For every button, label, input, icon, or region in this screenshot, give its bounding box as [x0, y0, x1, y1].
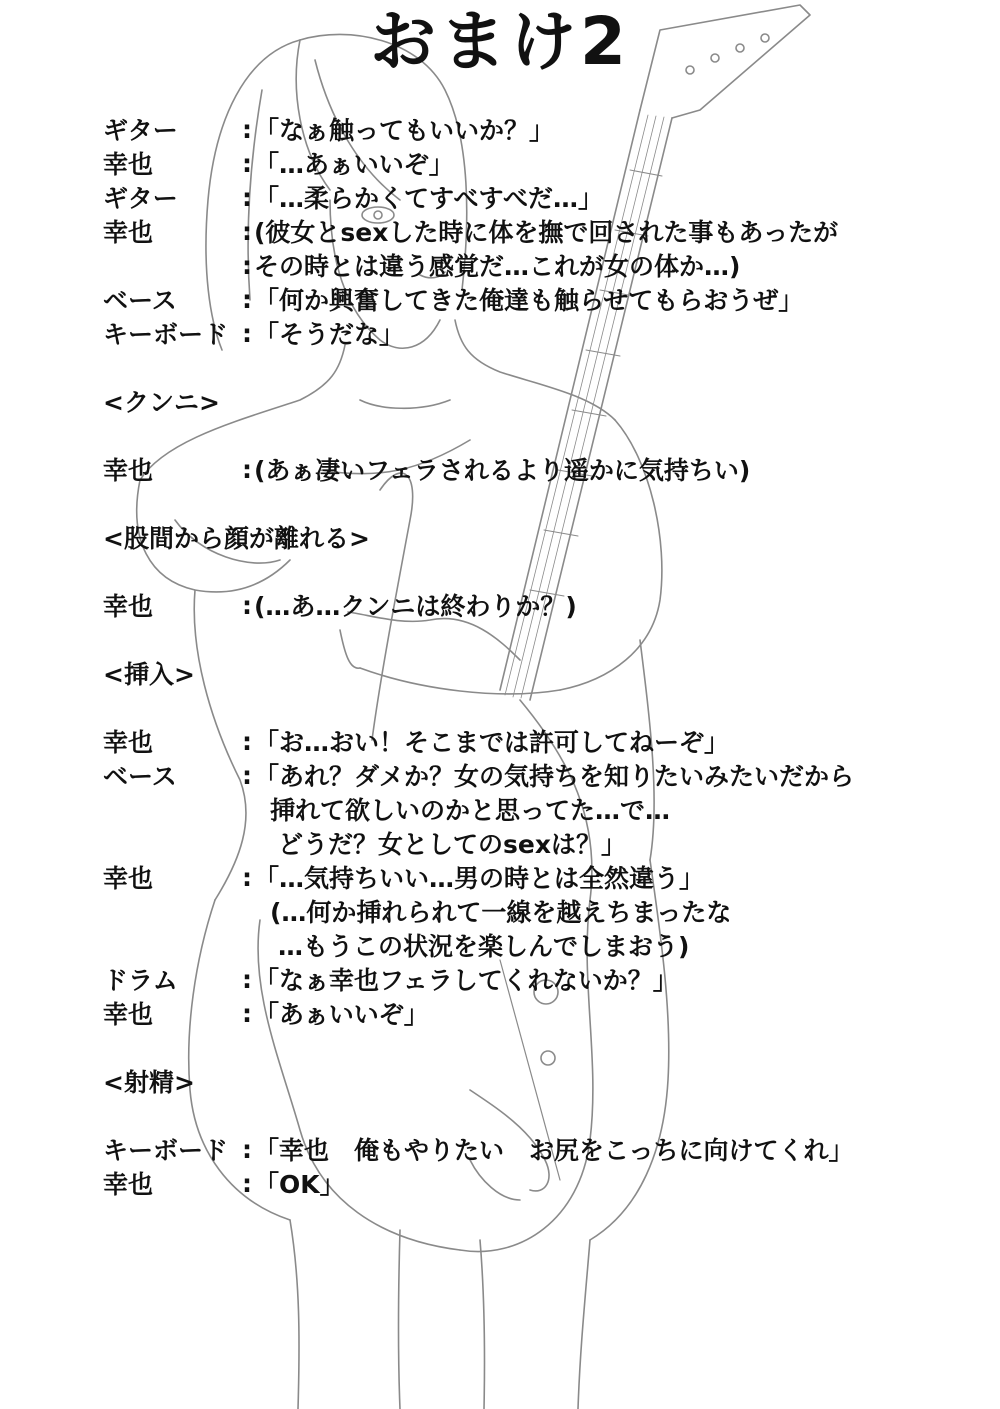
- dialogue-text: 挿れて欲しいのかと思ってた…で…: [270, 796, 671, 825]
- stage-direction-text: <股間から顔が離れる>: [103, 524, 370, 553]
- speaker-name: 幸也: [103, 456, 154, 485]
- speaker-name: 幸也: [103, 150, 154, 179]
- stage-direction-text: <クンニ>: [103, 388, 220, 417]
- dialogue-line: [103, 1132, 983, 1166]
- dialogue-line: [103, 928, 983, 962]
- speaker-name: 幸也: [103, 1000, 154, 1029]
- dialogue-line: [103, 214, 983, 248]
- dialogue-text: 「OK」: [254, 1170, 345, 1199]
- dialogue-line: [103, 180, 983, 214]
- dialogue-line: [103, 588, 983, 622]
- dialogue-text: 「…あぁいいぞ」: [254, 150, 454, 179]
- dialogue-line: [103, 758, 983, 792]
- speaker-separator: :: [242, 590, 252, 620]
- blank-line: [103, 622, 983, 656]
- dialogue-text: (…何か挿れられて一線を越えちまったな: [270, 898, 732, 927]
- dialogue-text: どうだ？女としてのsexは？」: [278, 830, 626, 859]
- speaker-separator: :: [242, 1134, 252, 1164]
- speaker-separator: :: [242, 148, 252, 178]
- dialogue-text: 「あぁいいぞ」: [254, 1000, 429, 1029]
- dialogue-line: [103, 860, 983, 894]
- stage-direction-text: <射精>: [103, 1068, 195, 1097]
- dialogue-text: 「あれ？ダメか？女の気持ちを知りたいみたいだから: [254, 762, 855, 791]
- stage-direction: [103, 1064, 983, 1098]
- speaker-separator: :: [242, 114, 252, 144]
- dialogue-line: [103, 282, 983, 316]
- blank-line: [103, 690, 983, 724]
- blank-line: [103, 1098, 983, 1132]
- dialogue-line: [103, 112, 983, 146]
- dialogue-text: 「幸也 俺もやりたい お尻をこっちに向けてくれ」: [254, 1136, 854, 1165]
- dialogue-line: [103, 826, 983, 860]
- speaker-separator: :: [242, 760, 252, 790]
- dialogue-text: その時とは違う感覚だ…これが女の体か…): [254, 252, 741, 281]
- speaker-name: 幸也: [103, 218, 154, 247]
- speaker-separator: :: [242, 318, 252, 348]
- speaker-name: キーボード: [103, 1136, 229, 1165]
- speaker-separator: :: [242, 284, 252, 314]
- dialogue-line: [103, 996, 983, 1030]
- speaker-name: 幸也: [103, 728, 154, 757]
- blank-line: [103, 486, 983, 520]
- dialogue-text: 「…気持ちいい…男の時とは全然違う」: [254, 864, 705, 893]
- speaker-name: ドラム: [103, 966, 178, 995]
- speaker-name: ギター: [103, 184, 178, 213]
- speaker-name: 幸也: [103, 1170, 154, 1199]
- dialogue-text: (彼女とsexした時に体を撫で回された事もあったが: [254, 218, 839, 247]
- dialogue-line: [103, 316, 983, 350]
- stage-direction: [103, 520, 983, 554]
- speaker-separator: :: [242, 250, 252, 280]
- speaker-name: ベース: [103, 286, 177, 315]
- speaker-name: 幸也: [103, 592, 154, 621]
- dialogue-text: …もうこの状況を楽しんでしまおう): [278, 932, 690, 961]
- dialogue-line: [103, 724, 983, 758]
- speaker-name: 幸也: [103, 864, 154, 893]
- dialogue-text: (…あ…クンニは終わりか？): [254, 592, 577, 621]
- speaker-name: ギター: [103, 116, 178, 145]
- dialogue-line: [103, 962, 983, 996]
- dialogue-text: 「なぁ幸也フェラしてくれないか？」: [254, 966, 678, 995]
- dialogue-text: 「何か興奮してきた俺達も触らせてもらおうぜ」: [254, 286, 804, 315]
- stage-direction-text: <挿入>: [103, 660, 195, 689]
- speaker-separator: :: [242, 1168, 252, 1198]
- page-title: おまけ2: [370, 3, 630, 80]
- speaker-separator: :: [242, 964, 252, 994]
- speaker-separator: :: [242, 454, 252, 484]
- dialogue-line: [103, 1166, 983, 1200]
- dialogue-line: [103, 146, 983, 180]
- blank-line: [103, 554, 983, 588]
- blank-line: [103, 418, 983, 452]
- dialogue-script: [103, 112, 983, 1200]
- dialogue-text: 「なぁ触ってもいいか？」: [254, 116, 555, 145]
- dialogue-line: [103, 894, 983, 928]
- speaker-name: ベース: [103, 762, 177, 791]
- speaker-separator: :: [242, 998, 252, 1028]
- speaker-separator: :: [242, 726, 252, 756]
- dialogue-text: (あぁ凄いフェラされるより遥かに気持ちい): [254, 456, 751, 485]
- stage-direction: [103, 656, 983, 690]
- dialogue-text: 「そうだな」: [254, 320, 405, 349]
- speaker-separator: :: [242, 862, 252, 892]
- dialogue-line: [103, 452, 983, 486]
- blank-line: [103, 350, 983, 384]
- dialogue-line: [103, 792, 983, 826]
- blank-line: [103, 1030, 983, 1064]
- dialogue-line: [103, 248, 983, 282]
- dialogue-text: 「お…おい！そこまでは許可してねーぞ」: [254, 728, 730, 757]
- dialogue-text: 「…柔らかくてすべすべだ…」: [254, 184, 604, 213]
- stage-direction: [103, 384, 983, 418]
- speaker-separator: :: [242, 182, 252, 212]
- speaker-separator: :: [242, 216, 252, 246]
- speaker-name: キーボード: [103, 320, 229, 349]
